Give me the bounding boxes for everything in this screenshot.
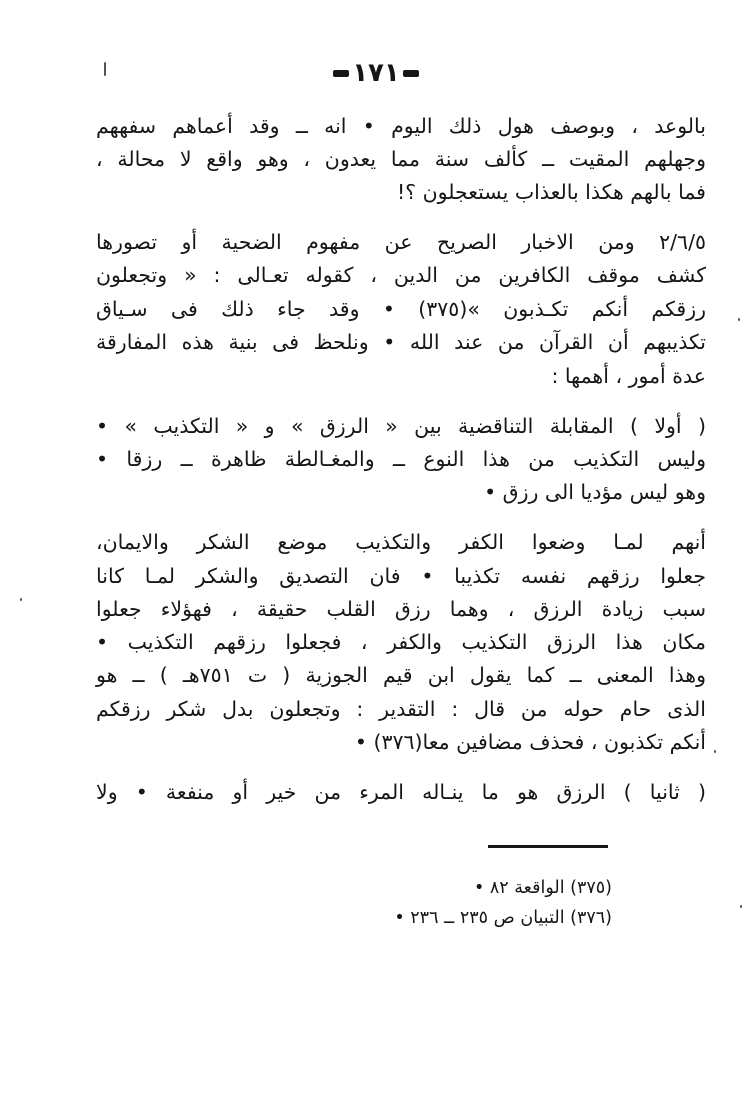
text-line: وليس التكذيب من هذا النوع ــ والمغـالطة ظاهرة ــ رزقا •	[96, 447, 706, 471]
scan-speck	[104, 62, 106, 76]
text-line: وهذا المعنى ــ كما يقول ابن قيم الجوزية ( ت ٧٥١هـ ) ــ هو	[96, 663, 707, 687]
text-line: مكان هذا الرزق التكذيب والكفر ، فجعلوا رزقهم التكذيب •	[96, 630, 706, 654]
scan-speck	[738, 318, 740, 321]
text-line: الذى حام حوله من قال : التقدير : وتجعلون بدل شكر رزقكم	[96, 697, 706, 721]
text-line: عدة أمور ، أهمها :	[551, 364, 706, 388]
text-line: وجهلهم المقيت ــ كألف سنة مما يعدون ، وهو واقع لا محالة ،	[96, 147, 706, 171]
footnote-separator	[488, 845, 608, 848]
footnote-376: (٣٧٦) التبيان ص ٢٣٥ ــ ٢٣٦ •	[394, 908, 612, 928]
scan-speck	[714, 750, 716, 753]
text-line: فما بالهم هكذا بالعذاب يستعجلون ؟!	[396, 180, 706, 204]
text-line: ٢/٦/٥ ومن الاخبار الصريح عن مفهوم الضحية أو تصورها	[96, 230, 706, 254]
text-line: أنكم تكذبون ، فحذف مضافين معا(٣٧٦) •	[354, 730, 706, 754]
text-line: جعلوا رزقهم نفسه تكذيبا • فان التصديق والشكر لمـا كانا	[96, 564, 706, 588]
page-header	[0, 58, 752, 88]
text-line: ( ثانيا ) الرزق هو ما ينـاله المرء من خير أو منفعة • ولا	[96, 780, 706, 804]
text-line: ( أولا ) المقابلة التناقضية بين « الرزق » و « التكذيب » •	[96, 414, 706, 438]
text-line: وهو ليس مؤديا الى رزق •	[484, 480, 706, 504]
text-line: كشف موقف الكافرين من الدين ، كقوله تعـالى : « وتجعلون	[96, 263, 706, 287]
header-ornament-left	[333, 70, 349, 77]
text-line: أنهم لمـا وضعوا الكفر والتكذيب موضع الشكر والايمان،	[96, 530, 706, 554]
text-line: سبب زيادة الرزق ، وهما رزق القلب حقيقة ، فهؤلاء جعلوا	[96, 597, 706, 621]
text-line: بالوعد ، وبوصف هول ذلك اليوم • انه ــ وقد أعماهم سفههم	[96, 114, 706, 138]
footnote-375: (٣٧٥) الواقعة ٨٢ •	[474, 878, 612, 898]
scan-speck	[20, 598, 22, 601]
text-line: تكذيبهم أن القرآن من عند الله • ونلحظ فى بنية هذه المفارقة	[96, 330, 706, 354]
text-line: رزقكم أنكم تكـذبون »(٣٧٥) • وقد جاء ذلك فى سـياق	[96, 297, 706, 321]
scan-speck	[740, 905, 742, 908]
page-number: ١٧١	[352, 58, 400, 88]
header-ornament-right	[403, 70, 419, 77]
